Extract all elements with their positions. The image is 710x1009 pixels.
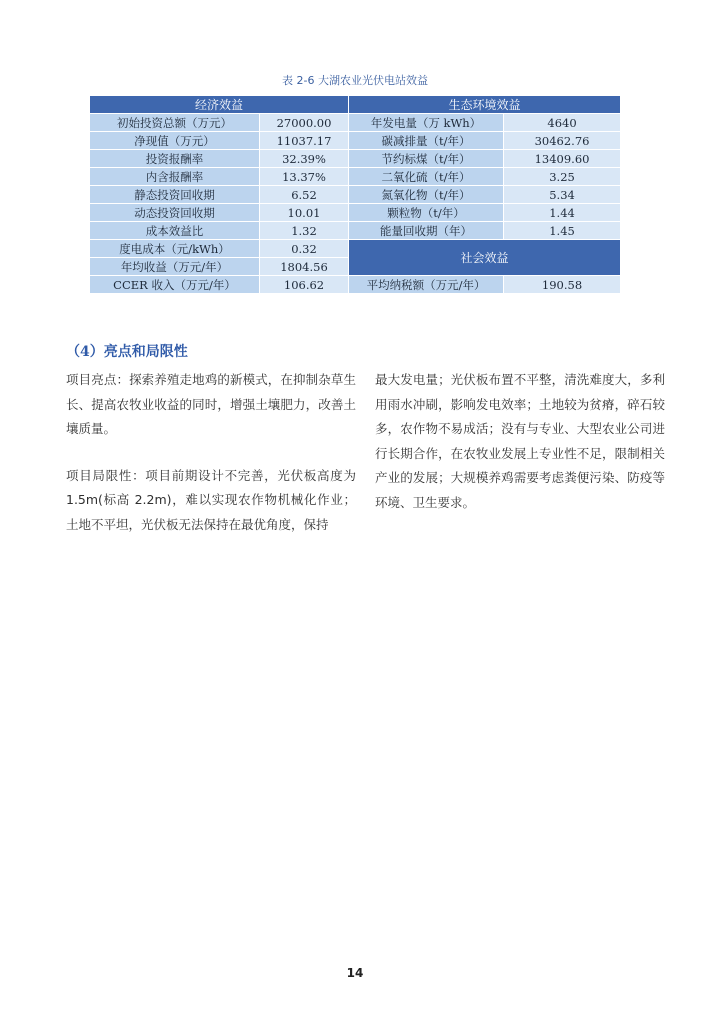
env-label: 氮氧化物（t/年）: [349, 186, 504, 204]
eco-label: 动态投资回收期: [90, 204, 260, 222]
table-row: [90, 186, 621, 204]
eco-label: 静态投资回收期: [90, 186, 260, 204]
table-row: [90, 168, 621, 186]
env-value: 1.44: [504, 204, 621, 222]
env-value: 13409.60: [504, 150, 621, 168]
table-row: [90, 222, 621, 240]
benefit-table: [89, 95, 621, 294]
eco-label: 内含报酬率: [90, 168, 260, 186]
eco-label: 投资报酬率: [90, 150, 260, 168]
eco-value: 1804.56: [260, 258, 349, 276]
left-column: [66, 368, 356, 538]
limitations-continued-paragraph: 最大发电量；光伏板布置不平整，清洗难度大，多利用雨水冲刷，影响发电效率；土地较为贫瘠，碎石较多，农作物不易成活；没有与专业、大型农业公司进行长期合作，在农牧业发展上专业性不足，限制相关产业的发展；大规模养鸡需要考虑粪便污染、防疫等环境、卫生要求。: [375, 372, 665, 510]
env-value: 4640: [504, 114, 621, 132]
eco-label: 年均收益（万元/年）: [90, 258, 260, 276]
table-row: [90, 150, 621, 168]
eco-value: 10.01: [260, 204, 349, 222]
table-row: [90, 114, 621, 132]
eco-label: CCER 收入（万元/年）: [90, 276, 260, 294]
env-value: 3.25: [504, 168, 621, 186]
env-label: 年发电量（万 kWh）: [349, 114, 504, 132]
social-benefit-header: 社会效益: [349, 240, 621, 276]
header-environment: 生态环境效益: [349, 96, 621, 114]
eco-value: 6.52: [260, 186, 349, 204]
eco-label: 初始投资总额（万元）: [90, 114, 260, 132]
eco-label: 度电成本（元/kWh）: [90, 240, 260, 258]
env-label: 二氧化硫（t/年）: [349, 168, 504, 186]
table-row: [90, 204, 621, 222]
eco-value: 106.62: [260, 276, 349, 294]
social-label: 平均纳税额（万元/年）: [349, 276, 504, 294]
section-title: （4）亮点和局限性: [66, 344, 188, 360]
page-number: 14: [346, 966, 364, 980]
env-label: 节约标煤（t/年）: [349, 150, 504, 168]
table-row: [90, 240, 621, 258]
eco-value: 11037.17: [260, 132, 349, 150]
table-header-row: [90, 96, 621, 114]
eco-value: 13.37%: [260, 168, 349, 186]
eco-value: 0.32: [260, 240, 349, 258]
highlights-paragraph: 项目亮点：探索养殖走地鸡的新模式，在抑制杂草生长、提高农牧业收益的同时，增强土壤肥力，改善土壤质量。: [66, 372, 356, 437]
right-column: [375, 368, 665, 516]
eco-value: 32.39%: [260, 150, 349, 168]
env-value: 1.45: [504, 222, 621, 240]
env-label: 能量回收期（年）: [349, 222, 504, 240]
social-value: 190.58: [504, 276, 621, 294]
table-caption: 表 2-6 大湖农业光伏电站效益: [282, 74, 428, 87]
eco-value: 27000.00: [260, 114, 349, 132]
env-label: 碳减排量（t/年）: [349, 132, 504, 150]
env-value: 5.34: [504, 186, 621, 204]
env-label: 颗粒物（t/年）: [349, 204, 504, 222]
env-value: 30462.76: [504, 132, 621, 150]
limitations-paragraph: 项目局限性：项目前期设计不完善，光伏板高度为1.5m(标高 2.2m)，难以实现农作物机械化作业；土地不平坦，光伏板无法保持在最优角度，保持: [66, 467, 356, 532]
eco-label: 净现值（万元）: [90, 132, 260, 150]
table-row: [90, 276, 621, 294]
eco-label: 成本效益比: [90, 222, 260, 240]
header-economic: 经济效益: [90, 96, 349, 114]
eco-value: 1.32: [260, 222, 349, 240]
table-row: [90, 132, 621, 150]
